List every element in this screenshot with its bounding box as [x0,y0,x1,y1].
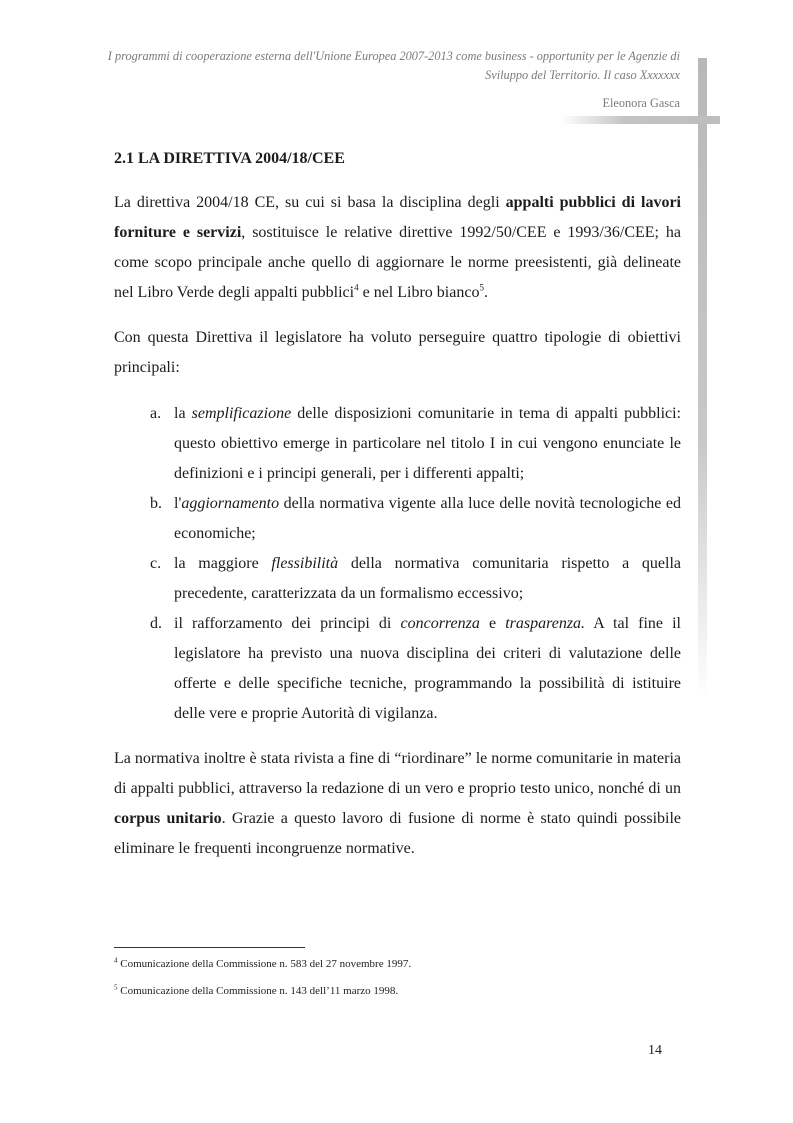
footnote-separator [114,947,305,948]
list-label: d. [150,615,162,632]
list-text: la maggiore [174,555,272,572]
list-item [114,609,681,729]
list-item [114,399,681,489]
list-label: c. [150,555,162,572]
decorative-horizontal-bar [560,116,720,124]
objectives-list [114,399,681,729]
paragraph-2: Con questa Direttiva il legislatore ha voluto perseguire quattro tipologie di obiettivi principali: [114,329,681,376]
list-text: della normativa vigente alla luce delle novità tecnologiche ed economiche; [174,495,681,542]
header-author: Eleonora Gasca [602,96,680,110]
list-emphasis: flessibilità [271,555,339,572]
footnote-4 [114,958,411,970]
paragraph-1 [114,188,681,308]
list-emphasis: aggiornamento [181,495,280,512]
p3-bold: corpus unitario [114,810,222,827]
footnote-ref-5[interactable]: 5 [479,282,484,293]
footnote-text: Comunicazione della Commissione n. 583 del 27 novembre 1997. [117,958,412,970]
footnote-ref-4[interactable]: 4 [354,282,359,293]
page-body [114,144,681,864]
list-text: l' [174,495,182,512]
list-emphasis: semplificazione [191,405,292,422]
list-emphasis: trasparenza. [505,615,586,632]
p1-text-d: e nel Libro bianco [358,284,480,301]
header-line-1: I programmi di cooperazione esterna dell'Unione Europea 2007-2013 come business - opportunity per le Agenzie di [107,49,680,63]
footnote-number: 5 [114,983,118,992]
p3-text-c: . Grazie a questo lavoro di fusione di norme è stato quindi possibile eliminare le frequenti incongruenze normative. [114,810,682,857]
list-label: b. [150,495,162,512]
list-item [114,489,681,549]
footnote-5 [114,985,398,997]
p1-text-c: , sostituisce le relative direttive 1992/50/CEE e 1993/36/CEE; ha come scopo principale anche quello di aggiornare le norme preesistenti, già delineate nel Libro Verde degli appalti pubblici [114,224,682,301]
list-label: a. [150,405,162,422]
footnote-text: Comunicazione della Commissione n. 143 dell’11 marzo 1998. [117,985,399,997]
list-text: della normativa comunitaria rispetto a quella precedente, caratterizzata da un formalismo eccessivo; [174,555,682,602]
list-item [114,549,681,609]
p3-text-a: La normativa inoltre è stata rivista a fine di “riordinare” le norme comunitarie in materia di appalti pubblici, attraverso la redazione di un vero e proprio testo unico, nonché di un [114,750,681,797]
p1-text-a: La direttiva 2004/18 CE, su cui si basa la disciplina degli [114,194,506,211]
list-text: delle disposizioni comunitarie in tema di appalti pubblici: questo obiettivo emerge in particolare nel titolo I in cui vengono enunciate le definizioni e i principi generali, per i differenti appalti; [174,405,682,482]
header-line-2: Sviluppo del Territorio. Il caso Xxxxxxx [485,68,680,82]
running-header [100,47,680,85]
p1-text-e: . [483,284,488,301]
list-emphasis: concorrenza [400,615,480,632]
list-text: il rafforzamento dei principi di [174,615,401,632]
list-text: e [479,615,506,632]
list-text: la [174,405,192,422]
section-title: 2.1 LA DIRETTIVA 2004/18/CEE [114,150,345,167]
footnote-number: 4 [114,956,118,965]
p1-bold: appalti pubblici di lavori forniture e servizi [114,194,682,241]
decorative-vertical-bar [698,58,707,698]
page-number: 14 [648,1043,662,1058]
list-text: A tal fine il legislatore ha previsto una nuova disciplina dei criteri di valutazione delle offerte e delle specifiche tecniche, programmando la possibilità di istituire delle vere e proprie Autorità di vigilanza. [174,615,682,722]
paragraph-3 [114,744,681,864]
